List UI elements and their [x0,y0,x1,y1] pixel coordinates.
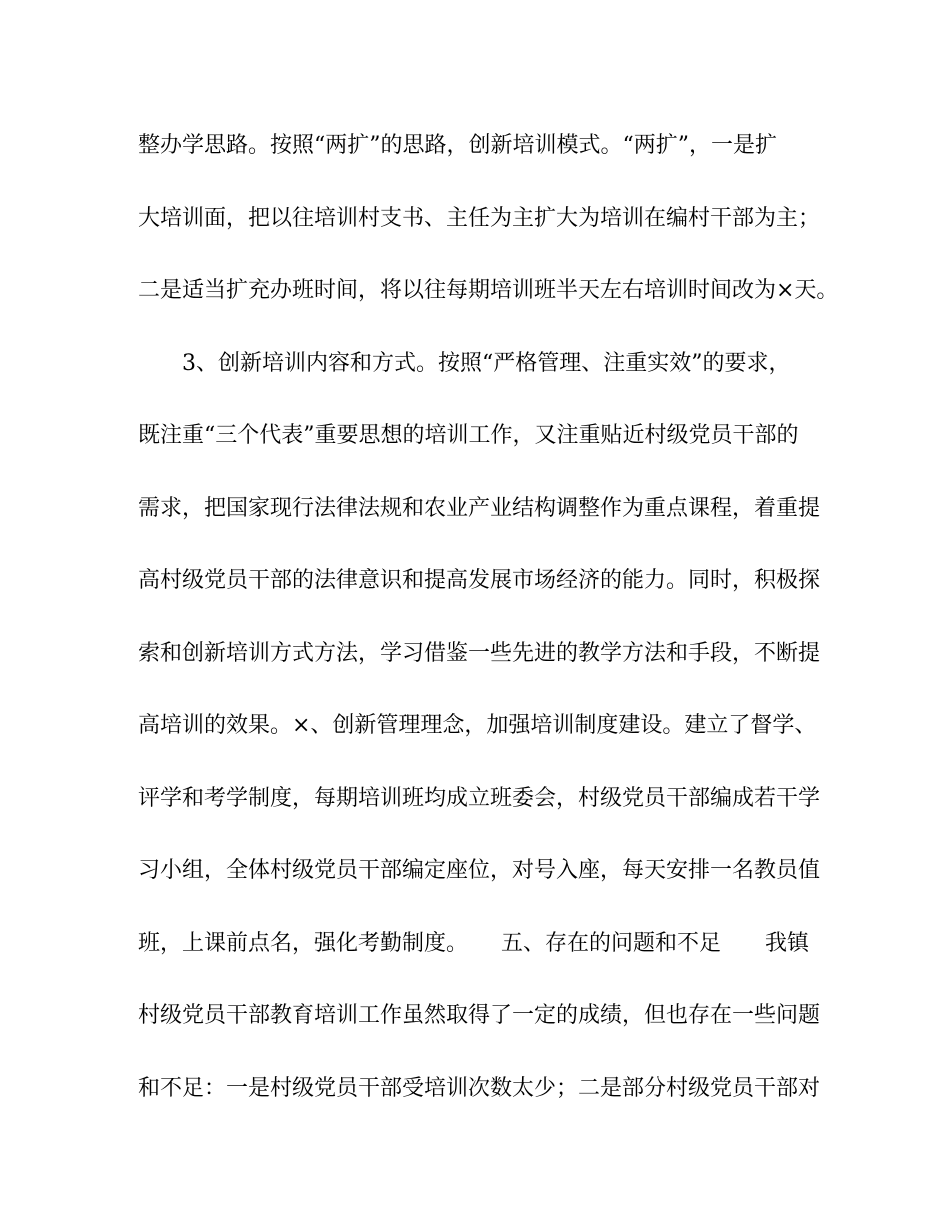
text-line: 评学和考学制度，每期培训班均成立班委会，村级党员干部编成若干学 [138,785,821,811]
text-line: 索和创新培训方式方法，学习借鉴一些先进的教学方法和手段，不断提 [138,640,821,666]
text-line: 高村级党员干部的法律意识和提高发展市场经济的能力。同时，积极探 [138,568,821,593]
text-line: 既注重“三个代表”重要思想的培训工作，又注重贴近村级党员干部的 [138,423,799,448]
text-line: 需求，把国家现行法律法规和农业产业结构调整作为重点课程，着重提 [138,495,821,521]
text-line: 大培训面，把以往培训村支书、主任为主扩大为培训在编村干部为主； [138,205,821,231]
text-line: 整办学思路。按照“两扩”的思路，创新培训模式。“两扩”，一是扩 [138,133,777,158]
text-line: 班，上课前点名，强化考勤制度。 五、存在的问题和不足 我镇 [138,930,810,956]
text-line: 3、创新培训内容和方式。按照“严格管理、注重实效”的要求， [138,350,791,376]
text-line: 村级党员干部教育培训工作虽然取得了一定的成绩，但也存在一些问题 [138,1003,821,1028]
body-text [138,120,839,1135]
text-line: 和不足：一是村级党员干部受培训次数太少；二是部分村级党员干部对 [138,1075,821,1101]
text-line: 高培训的效果。×、创新管理理念，加强培训制度建设。建立了督学、 [138,713,817,738]
text-line: 二是适当扩充办班时间，将以往每期培训班半天左右培训时间改为×天。 [138,278,839,303]
text-line: 习小组，全体村级党员干部编定座位，对号入座，每天安排一名教员值 [138,858,821,883]
